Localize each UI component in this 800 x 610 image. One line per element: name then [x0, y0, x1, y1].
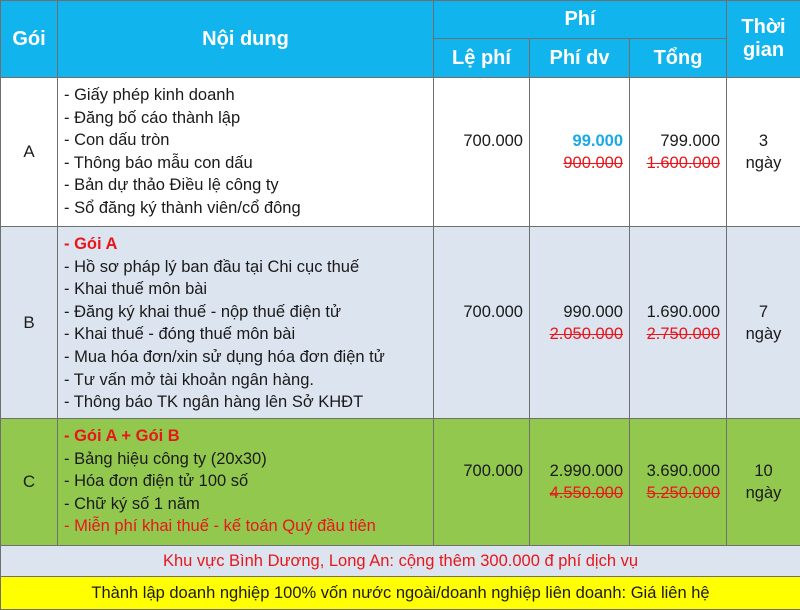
le-phi-value: 700.000	[434, 301, 523, 323]
list-item: - Giấy phép kinh doanh	[64, 84, 433, 107]
tong-value: 1.690.000	[630, 301, 720, 323]
phi-dv-cell	[530, 78, 630, 227]
region-note: Khu vực Bình Dương, Long An: cộng thêm 300.000 đ phí dịch vụ	[1, 546, 800, 577]
list-item: - Mua hóa đơn/xin sử dụng hóa đơn điện tử	[64, 346, 433, 369]
package-id: C	[1, 419, 58, 546]
header-thoi-gian-line2: gian	[743, 39, 784, 61]
tong-cell	[630, 78, 727, 227]
list-item: - Sổ đăng ký thành viên/cổ đông	[64, 197, 433, 220]
header-goi: Gói	[1, 1, 58, 78]
list-item: - Hồ sơ pháp lý ban đầu tại Chi cục thuế	[64, 256, 433, 279]
list-item: - Con dấu tròn	[64, 129, 433, 152]
header-thoi-gian	[727, 1, 800, 78]
phi-dv-cell	[530, 227, 630, 419]
tong-value: 799.000	[630, 130, 720, 152]
le-phi-cell	[434, 419, 530, 546]
phi-dv-old-value: 2.050.000	[530, 323, 623, 345]
footer-note: Thành lập doanh nghiệp 100% vốn nước ngoài/doanh nghiệp liên doanh: Giá liên hệ	[1, 577, 800, 610]
list-item: - Tư vấn mở tài khoản ngân hàng.	[64, 369, 433, 392]
time-value: 3	[727, 130, 800, 152]
package-row-b	[1, 227, 800, 419]
phi-dv-old-value: 900.000	[530, 152, 623, 174]
header-thoi-gian-line1: Thời	[741, 16, 785, 38]
tong-cell	[630, 419, 727, 546]
le-phi-value: 700.000	[434, 460, 523, 482]
list-item: - Khai thuế - đóng thuế môn bài	[64, 323, 433, 346]
tong-value: 3.690.000	[630, 460, 720, 482]
list-item: - Đăng bố cáo thành lập	[64, 107, 433, 130]
time-value: 10	[727, 460, 800, 482]
phi-dv-value: 990.000	[530, 301, 623, 323]
package-content	[58, 419, 434, 546]
list-item: - Đăng ký khai thuế - nộp thuế điện tử	[64, 301, 433, 324]
header-phi-dv: Phí dv	[530, 39, 630, 78]
time-cell	[727, 78, 800, 227]
package-heading: - Gói A	[64, 233, 433, 256]
time-unit: ngày	[727, 482, 800, 504]
package-id: B	[1, 227, 58, 419]
phi-dv-cell	[530, 419, 630, 546]
list-item: - Thông báo mẫu con dấu	[64, 152, 433, 175]
header-tong: Tổng	[630, 39, 727, 78]
le-phi-value: 700.000	[434, 130, 523, 152]
list-item: - Bảng hiệu công ty (20x30)	[64, 448, 433, 471]
time-value: 7	[727, 301, 800, 323]
phi-dv-value: 99.000	[530, 130, 623, 152]
note-row	[1, 546, 800, 577]
time-cell	[727, 227, 800, 419]
time-cell	[727, 419, 800, 546]
header-phi: Phí	[434, 1, 727, 39]
header-le-phi: Lệ phí	[434, 39, 530, 78]
list-item: - Thông báo TK ngân hàng lên Sở KHĐT	[64, 391, 433, 414]
tong-old-value: 5.250.000	[630, 482, 720, 504]
list-item: - Bản dự thảo Điều lệ công ty	[64, 174, 433, 197]
package-row-a	[1, 78, 800, 227]
header-row-top	[1, 1, 800, 39]
package-id: A	[1, 78, 58, 227]
tong-cell	[630, 227, 727, 419]
le-phi-cell	[434, 227, 530, 419]
footer-row	[1, 577, 800, 610]
package-heading: - Gói A + Gói B	[64, 425, 433, 448]
package-content	[58, 227, 434, 419]
tong-old-value: 1.600.000	[630, 152, 720, 174]
phi-dv-old-value: 4.550.000	[530, 482, 623, 504]
highlight-item: - Miễn phí khai thuế - kế toán Quý đầu tiên	[64, 515, 433, 538]
list-item: - Hóa đơn điện tử 100 số	[64, 470, 433, 493]
phi-dv-value: 2.990.000	[530, 460, 623, 482]
package-content	[58, 78, 434, 227]
header-noi-dung: Nội dung	[58, 1, 434, 78]
list-item: - Khai thuế môn bài	[64, 278, 433, 301]
package-row-c	[1, 419, 800, 546]
le-phi-cell	[434, 78, 530, 227]
time-unit: ngày	[727, 152, 800, 174]
list-item: - Chữ ký số 1 năm	[64, 493, 433, 516]
tong-old-value: 2.750.000	[630, 323, 720, 345]
time-unit: ngày	[727, 323, 800, 345]
